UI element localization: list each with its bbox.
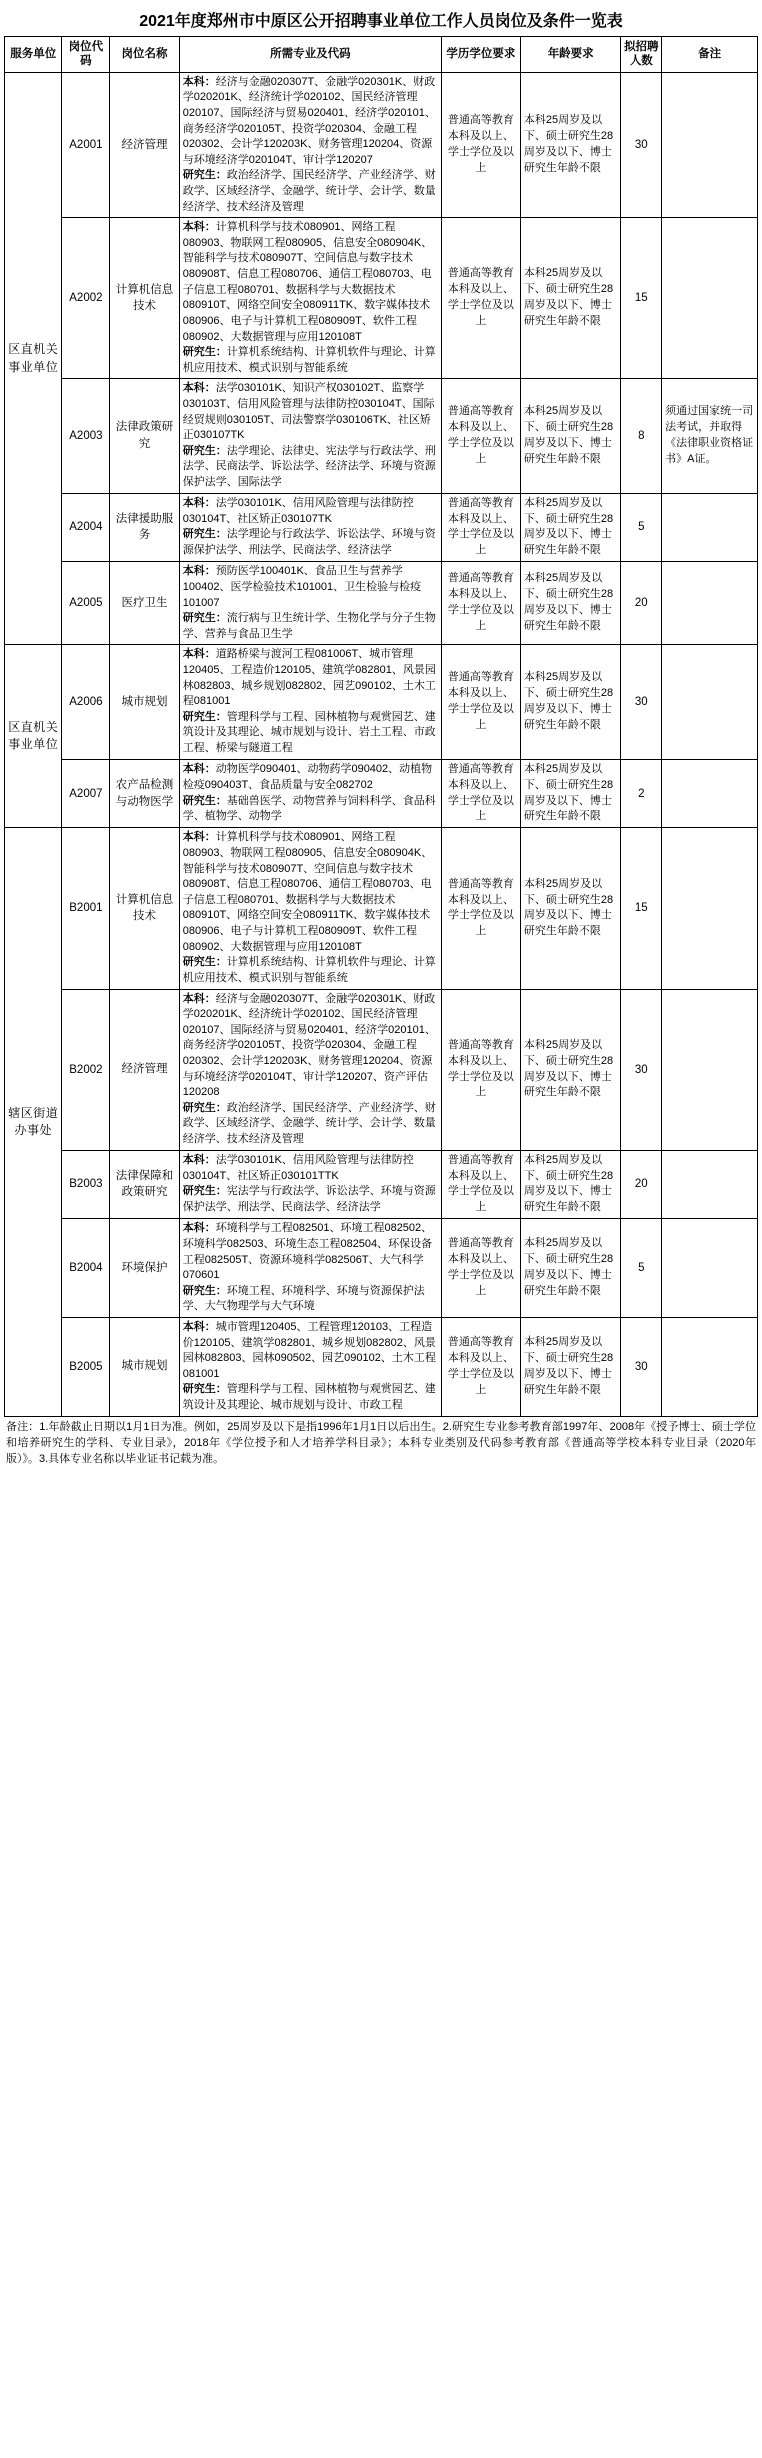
- cell-required-major: 本科：道路桥梁与渡河工程081006T、城市管理120405、工程造价120105、建筑学082801、风景园林082803、城乡规划082802、园艺090102、土木工程081001 研究生：管理科学与工程、园林植物与观赏园艺、建筑设计及其理论、城市规划与设计、岩土工程、市政工程、桥梁与隧道工程: [179, 645, 441, 759]
- cell-position-name: 环境保护: [110, 1219, 179, 1318]
- table-row: [5, 218, 758, 379]
- cell-position-code: B2002: [62, 989, 110, 1150]
- cell-position-name: 法律援助服务: [110, 493, 179, 562]
- table-row: [5, 379, 758, 493]
- cell-position-code: B2003: [62, 1150, 110, 1219]
- cell-required-major: 本科：城市管理120405、工程管理120103、工程造价120105、建筑学082801、城乡规划082802、风景园林082803、园林090502、园艺090102、土木工程081001 研究生：管理科学与工程、园林植物与观赏园艺、建筑设计及其理论、城市规划与设计、市政工程: [179, 1318, 441, 1417]
- table-row: [5, 1150, 758, 1219]
- header-row: [5, 37, 758, 73]
- cell-hire-count: 2: [621, 759, 662, 828]
- cell-position-code: B2001: [62, 828, 110, 989]
- cell-remark: [662, 72, 758, 217]
- cell-education-requirement: 普通高等教育本科及以上、学士学位及以上: [441, 828, 520, 989]
- table-row: [5, 989, 758, 1150]
- cell-position-code: A2004: [62, 493, 110, 562]
- cell-remark: [662, 1318, 758, 1417]
- cell-age-requirement: 本科25周岁及以下、硕士研究生28周岁及以下、博士研究生年龄不限: [520, 828, 621, 989]
- cell-required-major: 本科：计算机科学与技术080901、网络工程080903、物联网工程080905、信息安全080904K、智能科学与技术080907T、空间信息与数字技术080908T、信息工程080706、通信工程080703、电子信息工程080701、数据科学与大数据技术080910T、网络空间安全080911TK、数字媒体技术080906、电子与计算机工程080909T、软件工程080902、大数据管理与应用120108T 研究生：计算机系统结构、计算机软件与理论、计算机应用技术、模式识别与智能系统: [179, 218, 441, 379]
- column-header-major: 所需专业及代码: [179, 37, 441, 73]
- cell-service-unit: 区直机关事业单位: [5, 72, 62, 645]
- cell-education-requirement: 普通高等教育本科及以上、学士学位及以上: [441, 493, 520, 562]
- cell-hire-count: 30: [621, 989, 662, 1150]
- cell-education-requirement: 普通高等教育本科及以上、学士学位及以上: [441, 218, 520, 379]
- cell-age-requirement: 本科25周岁及以下、硕士研究生28周岁及以下、博士研究生年龄不限: [520, 379, 621, 493]
- cell-age-requirement: 本科25周岁及以下、硕士研究生28周岁及以下、博士研究生年龄不限: [520, 759, 621, 828]
- cell-position-name: 法律保障和政策研究: [110, 1150, 179, 1219]
- cell-age-requirement: 本科25周岁及以下、硕士研究生28周岁及以下、博士研究生年龄不限: [520, 645, 621, 759]
- cell-position-name: 城市规划: [110, 1318, 179, 1417]
- cell-hire-count: 30: [621, 1318, 662, 1417]
- cell-position-code: A2003: [62, 379, 110, 493]
- cell-age-requirement: 本科25周岁及以下、硕士研究生28周岁及以下、博士研究生年龄不限: [520, 562, 621, 645]
- cell-position-code: A2006: [62, 645, 110, 759]
- table-row: [5, 1219, 758, 1318]
- cell-remark: [662, 493, 758, 562]
- cell-age-requirement: 本科25周岁及以下、硕士研究生28周岁及以下、博士研究生年龄不限: [520, 1318, 621, 1417]
- cell-education-requirement: 普通高等教育本科及以上、学士学位及以上: [441, 989, 520, 1150]
- cell-required-major: 本科：法学030101K、知识产权030102T、监察学030103T、信用风险管理与法律防控030104T、国际经贸规则030105T、司法警察学030106TK、社区矫正030107TK 研究生：法学理论、法律史、宪法学与行政法学、刑法学、民商法学、诉讼法学、经济法学、环境与资源保护法学、国际法学: [179, 379, 441, 493]
- cell-education-requirement: 普通高等教育本科及以上、学士学位及以上: [441, 72, 520, 217]
- cell-position-name: 经济管理: [110, 989, 179, 1150]
- cell-hire-count: 20: [621, 1150, 662, 1219]
- footnote: 备注：1.年龄截止日期以1月1日为准。例如，25周岁及以下是指1996年1月1日以后出生。2.研究生专业参考教育部1997年、2008年《授予博士、硕士学位和培养研究生的学科、专业目录》，2018年《学位授予和人才培养学科目录》；本科专业类别及代码参考教育部《普通高等学校本科专业目录（2020年版）》。3.具体专业名称以毕业证书记载为准。: [6, 1420, 756, 1465]
- table-row: [5, 645, 758, 759]
- cell-remark: [662, 645, 758, 759]
- page-title: 2021年度郑州市中原区公开招聘事业单位工作人员岗位及条件一览表: [139, 13, 623, 30]
- cell-education-requirement: 普通高等教育本科及以上、学士学位及以上: [441, 1150, 520, 1219]
- cell-required-major: 本科：法学030101K、信用风险管理与法律防控030104T、社区矫正030101TTK 研究生：宪法学与行政法学、诉讼法学、环境与资源保护法学、刑法学、民商法学、经济法学: [179, 1150, 441, 1219]
- cell-hire-count: 5: [621, 1219, 662, 1318]
- cell-hire-count: 30: [621, 645, 662, 759]
- column-header-note: 备注: [662, 37, 758, 73]
- cell-remark: [662, 1219, 758, 1318]
- cell-position-code: A2007: [62, 759, 110, 828]
- column-header-education: 学历学位要求: [441, 37, 520, 73]
- cell-position-code: B2005: [62, 1318, 110, 1417]
- cell-position-name: 计算机信息技术: [110, 218, 179, 379]
- cell-position-name: 医疗卫生: [110, 562, 179, 645]
- cell-remark: [662, 562, 758, 645]
- cell-required-major: 本科：经济与金融020307T、金融学020301K、财政学020201K、经济统计学020102、国民经济管理020107、国际经济与贸易020401、经济学020101、商务经济学020105T、投资学020304、金融工程020302、会计学120203K、财务管理120204、资源与环境经济学020104T、审计学120207、资产评估120208 研究生：政治经济学、国民经济学、产业经济学、财政学、区域经济学、金融学、统计学、会计学、数量经济学、技术经济及管理: [179, 989, 441, 1150]
- cell-education-requirement: 普通高等教育本科及以上、学士学位及以上: [441, 1219, 520, 1318]
- cell-position-name: 经济管理: [110, 72, 179, 217]
- cell-education-requirement: 普通高等教育本科及以上、学士学位及以上: [441, 1318, 520, 1417]
- cell-remark: [662, 218, 758, 379]
- cell-age-requirement: 本科25周岁及以下、硕士研究生28周岁及以下、博士研究生年龄不限: [520, 493, 621, 562]
- cell-remark: [662, 759, 758, 828]
- table-row: [5, 493, 758, 562]
- cell-required-major: 本科：预防医学100401K、食品卫生与营养学100402、医学检验技术101001、卫生检验与检疫101007 研究生：流行病与卫生统计学、生物化学与分子生物学、营养与食品卫生学: [179, 562, 441, 645]
- table-row: [5, 759, 758, 828]
- cell-age-requirement: 本科25周岁及以下、硕士研究生28周岁及以下、博士研究生年龄不限: [520, 72, 621, 217]
- table-body: [5, 72, 758, 1416]
- cell-hire-count: 15: [621, 218, 662, 379]
- cell-position-code: A2001: [62, 72, 110, 217]
- cell-age-requirement: 本科25周岁及以下、硕士研究生28周岁及以下、博士研究生年龄不限: [520, 989, 621, 1150]
- cell-required-major: 本科：法学030101K、信用风险管理与法律防控030104T、社区矫正030107TK 研究生：法学理论与行政法学、诉讼法学、环境与资源保护法学、刑法学、民商法学、经济法学: [179, 493, 441, 562]
- column-header-unit: 服务单位: [5, 37, 62, 73]
- cell-age-requirement: 本科25周岁及以下、硕士研究生28周岁及以下、博士研究生年龄不限: [520, 1150, 621, 1219]
- cell-remark: 须通过国家统一司法考试，并取得《法律职业资格证书》A证。: [662, 379, 758, 493]
- cell-position-name: 农产品检测与动物医学: [110, 759, 179, 828]
- column-header-name: 岗位名称: [110, 37, 179, 73]
- cell-education-requirement: 普通高等教育本科及以上、学士学位及以上: [441, 645, 520, 759]
- cell-age-requirement: 本科25周岁及以下、硕士研究生28周岁及以下、博士研究生年龄不限: [520, 1219, 621, 1318]
- cell-position-name: 城市规划: [110, 645, 179, 759]
- cell-hire-count: 30: [621, 72, 662, 217]
- cell-hire-count: 5: [621, 493, 662, 562]
- column-header-code: 岗位代码: [62, 37, 110, 73]
- cell-remark: [662, 828, 758, 989]
- cell-service-unit: 辖区街道办事处: [5, 828, 62, 1416]
- cell-education-requirement: 普通高等教育本科及以上、学士学位及以上: [441, 379, 520, 493]
- job-positions-table: [4, 36, 758, 1417]
- cell-hire-count: 8: [621, 379, 662, 493]
- cell-position-code: B2004: [62, 1219, 110, 1318]
- cell-hire-count: 15: [621, 828, 662, 989]
- cell-hire-count: 20: [621, 562, 662, 645]
- table-row: [5, 828, 758, 989]
- cell-education-requirement: 普通高等教育本科及以上、学士学位及以上: [441, 759, 520, 828]
- cell-position-name: 法律政策研究: [110, 379, 179, 493]
- table-row: [5, 562, 758, 645]
- cell-required-major: 本科：动物医学090401、动物药学090402、动植物检疫090403T、食品质量与安全082702 研究生：基础兽医学、动物营养与饲料科学、食品科学、植物学、动物学: [179, 759, 441, 828]
- column-header-number: 拟招聘人数: [621, 37, 662, 73]
- cell-remark: [662, 989, 758, 1150]
- cell-education-requirement: 普通高等教育本科及以上、学士学位及以上: [441, 562, 520, 645]
- cell-required-major: 本科：经济与金融020307T、金融学020301K、财政学020201K、经济统计学020102、国民经济管理020107、国际经济与贸易020401、经济学020101、商务经济学020105T、投资学020304、金融工程020302、会计学120203K、财务管理120204、资源与环境经济学020104T、审计学120207 研究生：政治经济学、国民经济学、产业经济学、财政学、区域经济学、金融学、统计学、会计学、数量经济学、技术经济及管理: [179, 72, 441, 217]
- table-header: [5, 37, 758, 73]
- cell-position-name: 计算机信息技术: [110, 828, 179, 989]
- column-header-age: 年龄要求: [520, 37, 621, 73]
- cell-position-code: A2005: [62, 562, 110, 645]
- cell-required-major: 本科：环境科学与工程082501、环境工程082502、环境科学082503、环境生态工程082504、环保设备工程082505T、资源环境科学082506T、大气科学070601 研究生：环境工程、环境科学、环境与资源保护法学、大气物理学与大气环境: [179, 1219, 441, 1318]
- cell-service-unit: 区直机关事业单位: [5, 645, 62, 828]
- cell-required-major: 本科：计算机科学与技术080901、网络工程080903、物联网工程080905、信息安全080904K、智能科学与技术080907T、空间信息与数字技术080908T、信息工程080706、通信工程080703、电子信息工程080701、数据科学与大数据技术080910T、网络空间安全080911TK、数字媒体技术080906、电子与计算机工程080909T、软件工程080902、大数据管理与应用120108T 研究生：计算机系统结构、计算机软件与理论、计算机应用技术、模式识别与智能系统: [179, 828, 441, 989]
- cell-remark: [662, 1150, 758, 1219]
- cell-position-code: A2002: [62, 218, 110, 379]
- table-row: [5, 1318, 758, 1417]
- table-row: [5, 72, 758, 217]
- cell-age-requirement: 本科25周岁及以下、硕士研究生28周岁及以下、博士研究生年龄不限: [520, 218, 621, 379]
